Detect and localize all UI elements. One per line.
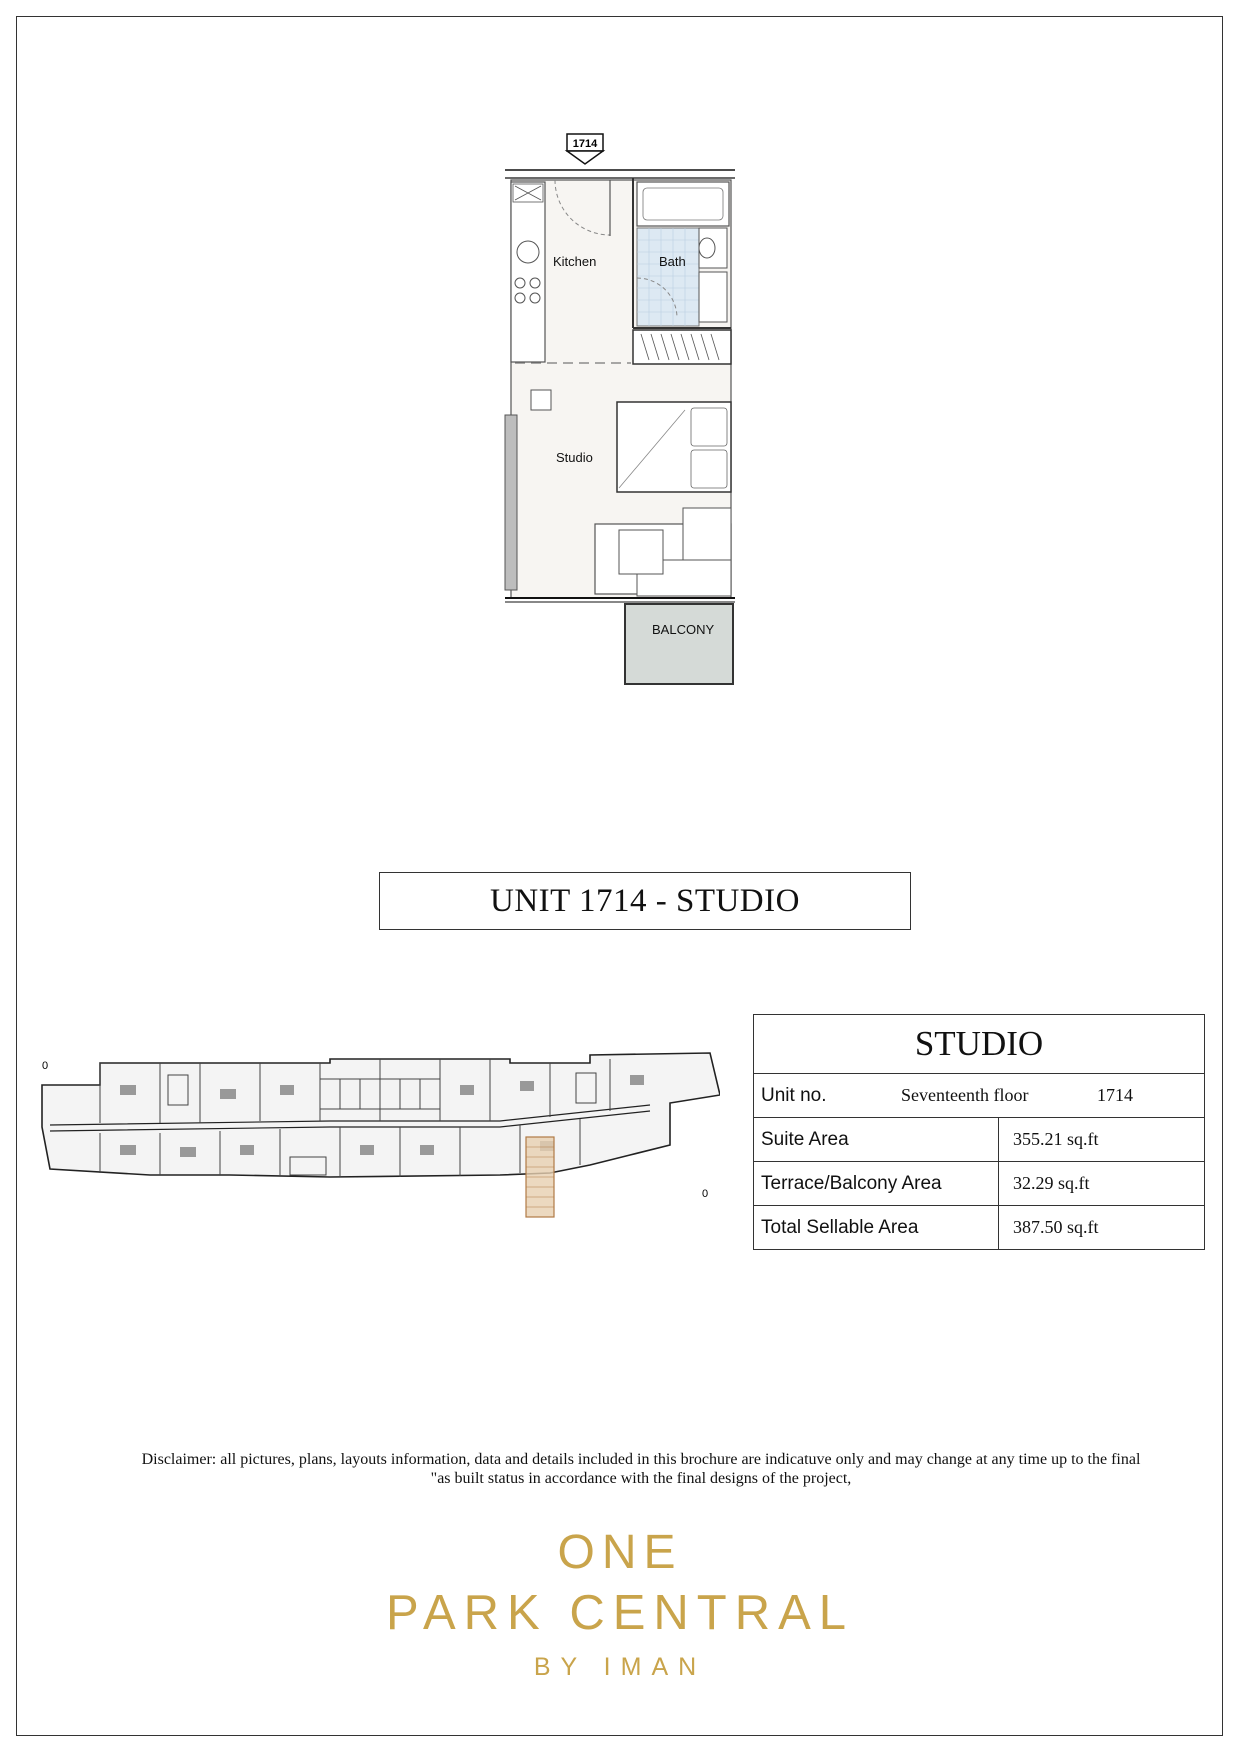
total-area-value: 387.50 sq.ft [999,1206,1205,1250]
unit-number-row [754,1074,1205,1118]
unit-tag-marker [567,134,603,164]
studio-label: Studio [556,450,593,465]
kitchen-label: Kitchen [553,254,597,269]
wall-panel [505,415,517,590]
unit-floor-plan [495,128,745,768]
wardrobe [633,330,731,364]
bath-floor [637,228,699,326]
keyplan-mark-left: 0 [42,1060,49,1072]
keyplan-mark-right: 0 [702,1188,709,1200]
suite-area-label: Suite Area [754,1118,999,1162]
unit-tag-label: 1714 [572,138,598,150]
unit-no-label: Unit no. [761,1084,827,1106]
building-key-plan [30,1045,720,1225]
bath-label: Bath [659,254,686,269]
sink-icon [517,241,539,263]
logo-line-by-iman: BY IMAN [533,1653,707,1681]
balcony-label: BALCONY [652,622,715,637]
logo-line-one: ONE [557,1526,683,1579]
disclaimer [60,1450,1222,1488]
disclaimer-line-1: Disclaimer: all pictures, plans, layouts information, data and details included in this brochure are indicatuve only and may change at any time up to the final [141,1451,1141,1468]
vanity-sink-icon [699,272,727,322]
toilet-icon [699,238,715,258]
logo-line-park-central: PARK CENTRAL [385,1586,855,1640]
floor-value: Seventeenth floor [901,1085,1029,1105]
suite-area-value: 355.21 sq.ft [999,1118,1205,1162]
total-area-label: Total Sellable Area [754,1206,999,1250]
coffee-table [619,530,663,574]
unit-title: UNIT 1714 - STUDIO [379,872,911,930]
brand-logo [360,1525,880,1682]
unit-info-table [753,1014,1205,1250]
disclaimer-line-2: "as built status in accordance with the final designs of the project, [430,1470,852,1487]
balcony-area-label: Terrace/Balcony Area [754,1162,999,1206]
balcony [625,604,733,684]
unit-number-value: 1714 [1097,1085,1133,1105]
kitchen-counter [511,182,545,362]
info-heading: STUDIO [754,1015,1205,1074]
balcony-area-value: 32.29 sq.ft [999,1162,1205,1206]
